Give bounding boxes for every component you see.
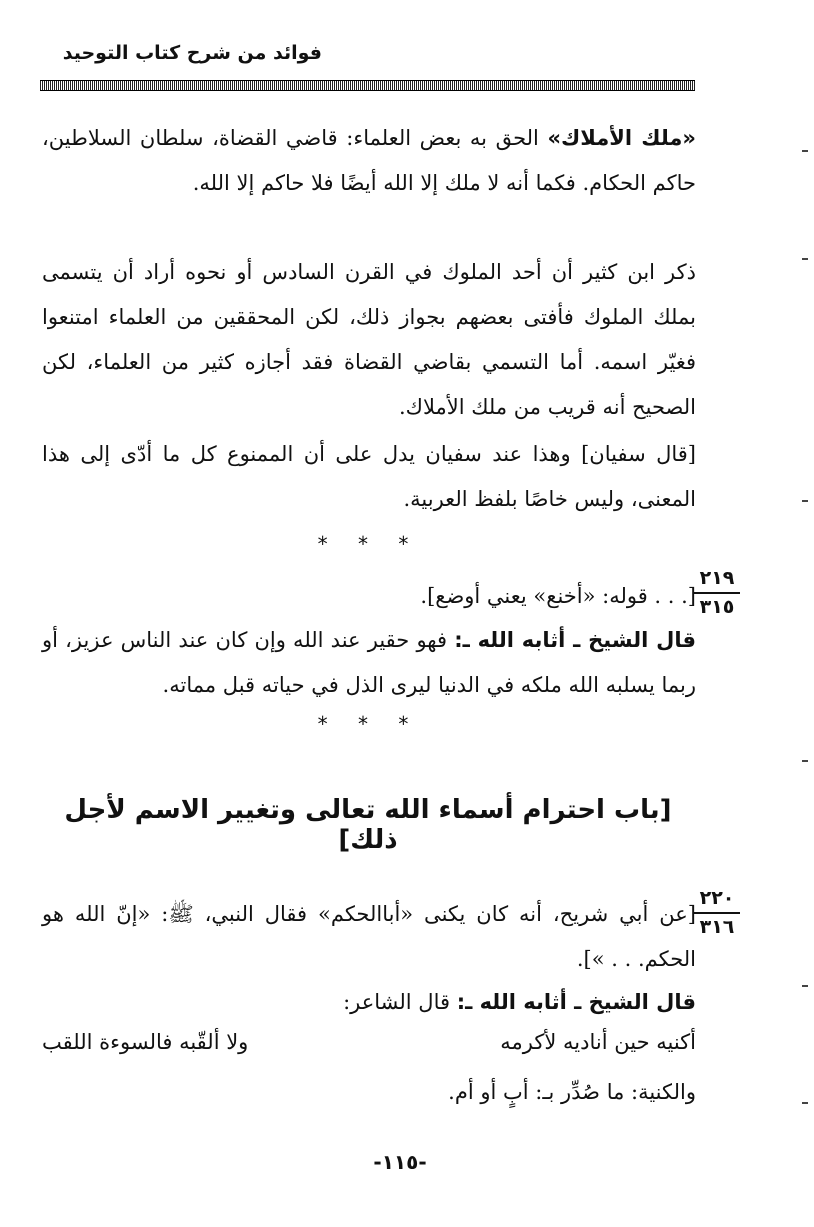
paragraph-1-text: الحق به بعض العلماء: قاضي القضاة، سلطان السلاطين، حاكم الحكام. فكما أنه لا ملك إلا الله أيضًا فلا حاكم إلا الله. — [42, 126, 696, 195]
scan-edge-mark — [802, 985, 808, 987]
paragraph-1-lead: «ملك الأملاك» — [547, 126, 696, 150]
section-220-definition: والكنية: ما صُدِّر بـ: أبٍ أو أم. — [448, 1080, 696, 1104]
scan-edge-mark — [802, 150, 808, 152]
section-number-220 — [690, 886, 744, 940]
scan-edge-mark — [802, 258, 808, 260]
section-220-commentary — [42, 980, 696, 1025]
separator-stars-1: * * * — [317, 532, 421, 556]
paragraph-2: ذكر ابن كثير أن أحد الملوك في القرن السادس أو نحوه أراد أن يتسمى بملك الملوك فأفتى بعضهم بجواز ذلك، لكن المحققين من العلماء امتنعوا فغيّر اسمه. أما التسمي بقاضي القضاة فقد أجازه كثير من العلماء، لكن الصحيح أنه قريب من ملك الأملاك. — [42, 260, 696, 419]
poetry-verse — [42, 1030, 696, 1070]
scan-edge-mark — [802, 1102, 808, 1104]
section-number-220-bottom: ٣١٦ — [699, 916, 735, 938]
section-number-219-top: ٢١٩ — [699, 567, 735, 589]
running-title: فوائد من شرح كتاب التوحيد — [62, 42, 322, 64]
section-219-lead: قال الشيخ ـ أثابه الله ـ: — [454, 628, 696, 652]
verse-second-hemistich: ولا ألقّبه فالسوءة اللقب — [42, 1030, 249, 1054]
section-220-lead: قال الشيخ ـ أثابه الله ـ: — [456, 990, 696, 1014]
separator-stars-2: * * * — [317, 712, 421, 736]
fraction-bar — [694, 592, 740, 594]
section-220-quote: [عن أبي شريح، أنه كان يكنى «أباالحكم» فقال النبي، ﷺ: «إنّ الله هو الحكم. . . »]. — [42, 902, 696, 971]
page-number: -١١٥- — [373, 1150, 427, 1174]
section-220-text: قال الشاعر: — [343, 990, 457, 1014]
section-219-commentary — [42, 618, 696, 708]
scan-edge-mark — [802, 500, 808, 502]
section-219-text: فهو حقير عند الله وإن كان عند الناس عزيز، أو ربما يسلبه الله ملكه في الدنيا ليرى الذل في حياته قبل مماته. — [42, 628, 696, 697]
paragraph-1 — [42, 116, 696, 206]
section-number-220-top: ٢٢٠ — [699, 887, 735, 909]
section-number-219-bottom: ٣١٥ — [699, 596, 735, 618]
verse-first-hemistich: أكنيه حين أناديه لأكرمه — [500, 1030, 696, 1054]
chapter-title: [باب احترام أسماء الله تعالى وتغيير الاسم لأجل ذلك] — [64, 795, 672, 855]
paragraph-3: [قال سفيان] وهذا عند سفيان يدل على أن الممنوع كل ما أدّى إلى هذا المعنى، وليس خاصًا بلفظ العربية. — [42, 442, 696, 511]
header-rule — [40, 80, 695, 91]
scan-edge-mark — [802, 760, 808, 762]
fraction-bar — [694, 912, 740, 914]
section-number-219 — [690, 566, 744, 620]
section-219-quote: [. . . قوله: «أخنع» يعني أوضع]. — [420, 584, 696, 608]
